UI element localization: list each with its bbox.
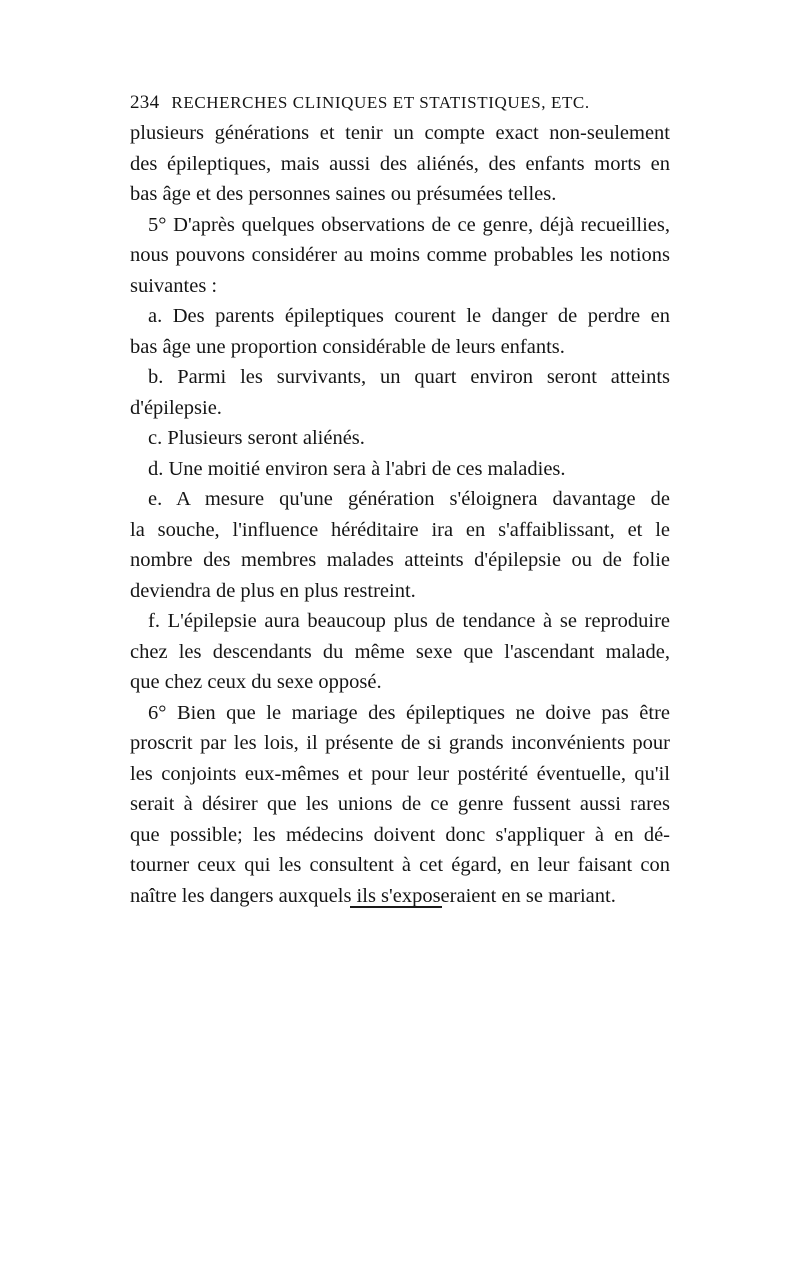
text-line: naître les dangers auxquels ils s'exposeraient en se mariant. (130, 884, 616, 907)
text-line: chez les descendants du même sexe que l'ascendant malade, (130, 640, 670, 663)
text-line: que possible; les médecins doivent donc s'appliquer à en dé- (130, 823, 670, 846)
page-body (130, 88, 670, 911)
section-end-rule (350, 906, 442, 908)
text-line: nombre des membres malades atteints d'épilepsie ou de folie (130, 549, 670, 571)
text-line: 5° D'après quelques observations de ce genre, déjà recueillies, (148, 213, 670, 236)
text-line: bas âge et des personnes saines ou présumées telles. (130, 183, 557, 205)
text-line: proscrit par les lois, il présente de si grands inconvénients pour (130, 732, 670, 754)
text-line: a. Des parents épileptiques courent le danger de perdre en (148, 305, 670, 327)
running-title: RECHERCHES CLINIQUES ET STATISTIQUES, ETC. (171, 93, 590, 112)
text-line: la souche, l'influence héréditaire ira en s'affaiblissant, et le (130, 518, 670, 541)
text-line: les conjoints eux-mêmes et pour leur postérité éventuelle, qu'il (130, 762, 670, 785)
text-line: c. Plusieurs seront aliénés. (148, 427, 365, 449)
text-line: nous pouvons considérer au moins comme probables les notions (130, 244, 670, 266)
text-line: que chez ceux du sexe opposé. (130, 671, 382, 693)
text-line: des épileptiques, mais aussi des aliénés, des enfants morts en (130, 152, 670, 175)
text-line: e. A mesure qu'une génération s'éloignera davantage de (148, 488, 670, 510)
text-line: deviendra de plus en plus restreint. (130, 579, 416, 602)
text-line: d'épilepsie. (130, 396, 222, 419)
text-line: suivantes : (130, 274, 218, 297)
page-number: 234 (130, 92, 160, 113)
text-line: b. Parmi les survivants, un quart environ seront atteints (148, 366, 670, 388)
text-line: serait à désirer que les unions de ce genre fussent aussi rares (130, 793, 670, 815)
text-line: f. L'épilepsie aura beaucoup plus de tendance à se reproduire (148, 610, 670, 632)
running-header (130, 88, 670, 118)
text-line: d. Une moitié environ sera à l'abri de ces maladies. (148, 457, 566, 480)
text-body (130, 118, 670, 911)
text-line: plusieurs générations et tenir un compte exact non-seulement (130, 122, 670, 144)
text-line: 6° Bien que le mariage des épileptiques ne doive pas être (148, 701, 670, 724)
text-line: tourner ceux qui les consultent à cet égard, en leur faisant con (130, 854, 670, 876)
text-line: bas âge une proportion considérable de leurs enfants. (130, 335, 565, 358)
